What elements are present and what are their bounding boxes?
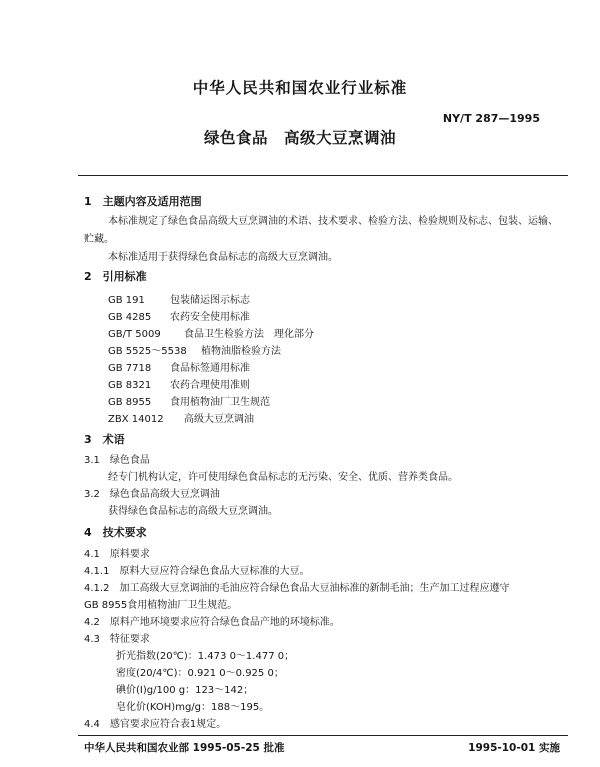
reference-code: GB 8321 [108, 380, 152, 391]
reference-code: GB 5525～5538 [108, 346, 187, 357]
clause-3-1-heading: 3.1 绿色食品 [84, 455, 150, 466]
clause-4-4: 4.4 感官要求应符合表1规定。 [84, 719, 227, 730]
reference-code: GB/T 5009 [108, 329, 161, 340]
reference-title: 植物油脂检验方法 [201, 346, 281, 357]
section-1-para-2: 本标准适用于获得绿色食品标志的高级大豆烹调油。 [108, 252, 338, 263]
reference-title: 高级大豆烹调油 [184, 414, 254, 425]
characteristic-item: 碘价(I)g/100 g：123～142； [116, 685, 254, 696]
characteristic-item: 折光指数(20℃)：1.473 0～1.477 0； [116, 651, 295, 662]
reference-item [108, 393, 270, 408]
reference-title: 食品卫生检验方法 理化部分 [184, 329, 314, 340]
section-1-para-1-line-2: 贮藏。 [84, 234, 114, 245]
header-divider [78, 175, 568, 176]
reference-item [108, 376, 250, 391]
reference-item [108, 308, 250, 323]
reference-title: 农药合理使用准则 [170, 380, 250, 391]
implementation-date: 1995-10-01 实施 [468, 742, 560, 754]
section-1-heading: 1 主题内容及适用范围 [84, 195, 202, 208]
standard-code: NY/T 287—1995 [442, 112, 540, 125]
characteristic-item: 皂化价(KOH)mg/g：188～195。 [116, 702, 270, 713]
reference-title: 农药安全使用标准 [170, 312, 250, 323]
clause-3-2-heading: 3.2 绿色食品高级大豆烹调油 [84, 489, 220, 500]
footer-divider [78, 735, 568, 736]
section-3-heading: 3 术语 [84, 433, 125, 446]
reference-code: GB 4285 [108, 312, 152, 323]
approval-statement: 中华人民共和国农业部 1995-05-25 批准 [84, 742, 285, 754]
reference-item [108, 359, 250, 374]
reference-item [108, 342, 281, 357]
clause-3-2-text: 获得绿色食品标志的高级大豆烹调油。 [108, 506, 278, 517]
clause-4-2: 4.2 原料产地环境要求应符合绿色食品产地的环境标准。 [84, 617, 340, 628]
reference-code: ZBX 14012 [108, 414, 164, 425]
reference-code: GB 7718 [108, 363, 152, 374]
section-1-para-1-line-1: 本标准规定了绿色食品高级大豆烹调油的术语、技术要求、检验方法、检验规则及标志、包装、运输、 [108, 216, 558, 227]
issuing-authority-heading: 中华人民共和国农业行业标准 [192, 79, 408, 97]
reference-item [108, 410, 254, 425]
reference-code: GB 191 [108, 295, 145, 306]
section-2-heading: 2 引用标准 [84, 270, 147, 283]
reference-item [108, 291, 250, 306]
clause-4-3: 4.3 特征要求 [84, 634, 150, 645]
reference-code: GB 8955 [108, 397, 152, 408]
clause-4-1-1: 4.1.1 原料大豆应符合绿色食品大豆标准的大豆。 [84, 566, 310, 577]
reference-item [108, 325, 314, 340]
reference-title: 食品标签通用标准 [170, 363, 250, 374]
clause-3-1-text: 经专门机构认定，许可使用绿色食品标志的无污染、安全、优质、营养类食品。 [108, 472, 458, 483]
characteristic-item: 密度(20/4℃)：0.921 0～0.925 0； [116, 668, 284, 679]
reference-title: 包装储运图示标志 [170, 295, 250, 306]
clause-4-1: 4.1 原料要求 [84, 549, 150, 560]
clause-4-1-2-line-1: 4.1.2 加工高级大豆烹调油的毛油应符合绿色食品大豆油标准的新制毛油；生产加工过程应遵守 [84, 583, 510, 594]
reference-title: 食用植物油厂卫生规范 [170, 397, 270, 408]
document-title: 绿色食品 高级大豆烹调油 [203, 129, 396, 147]
section-4-heading: 4 技术要求 [84, 526, 147, 539]
clause-4-1-2-line-2: GB 8955食用植物油厂卫生规范。 [84, 600, 238, 611]
